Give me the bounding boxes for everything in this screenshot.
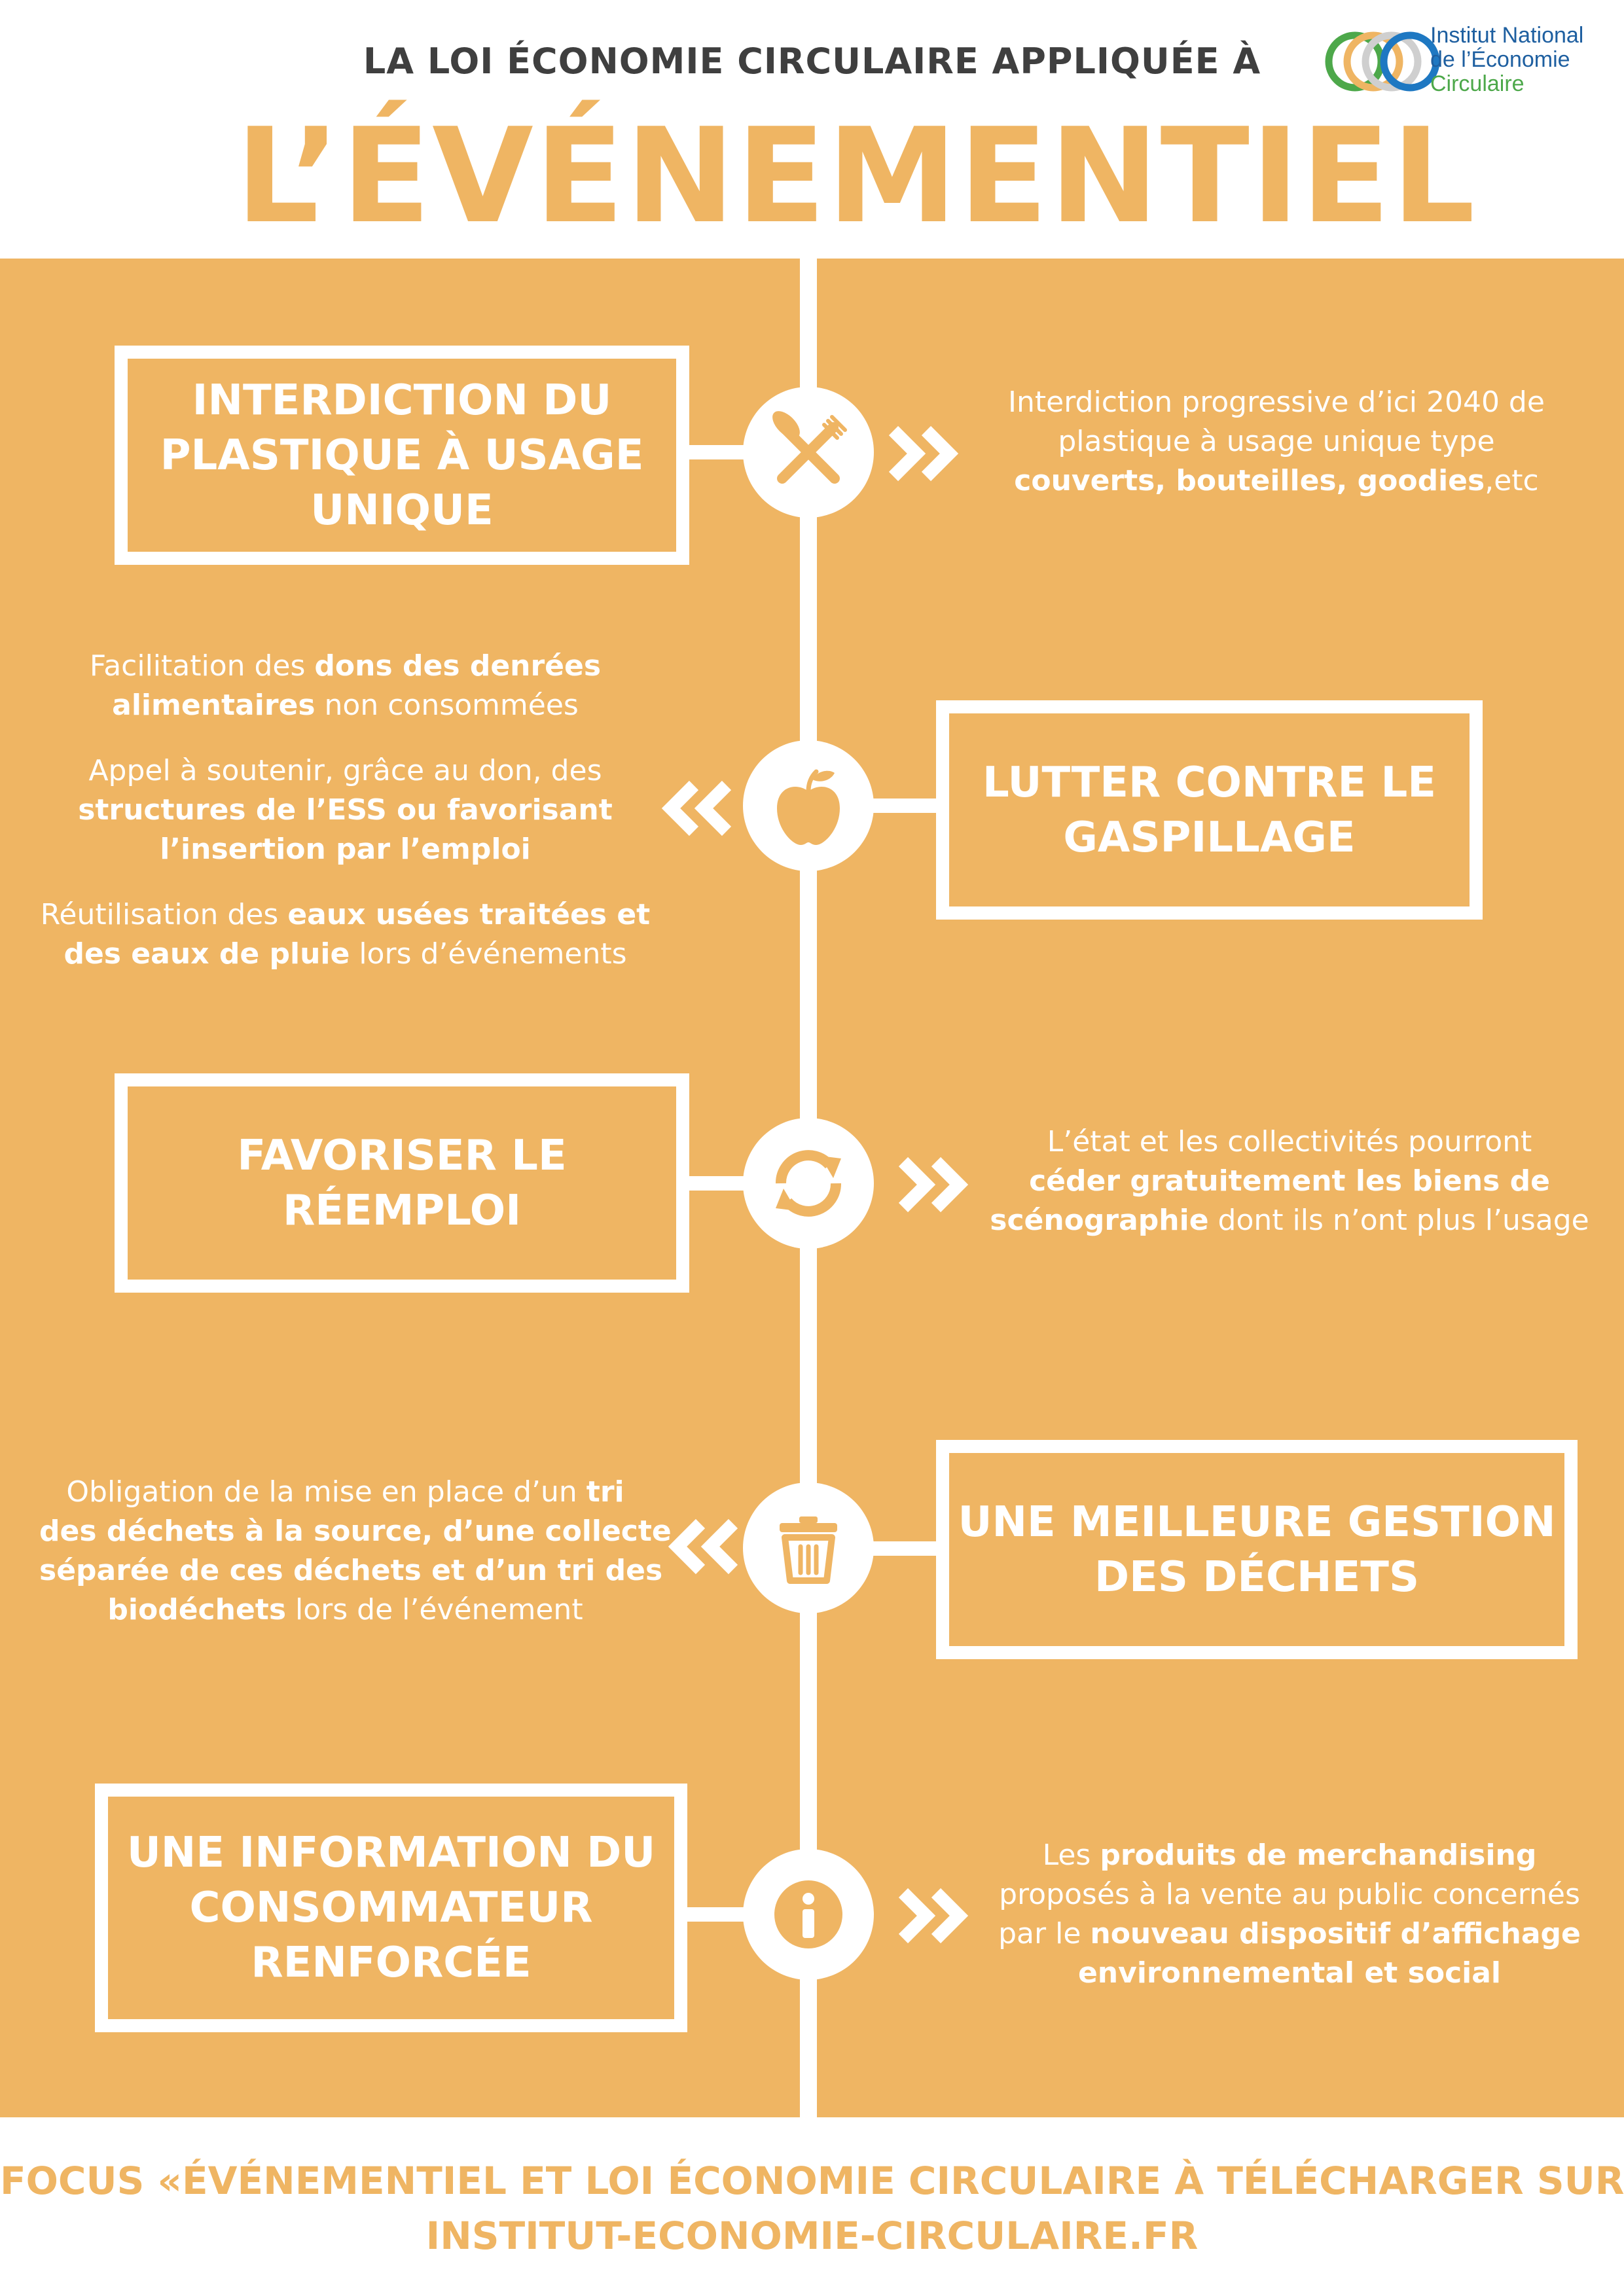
section-1-title-line: INTERDICTION DU: [192, 376, 612, 425]
desc-line: [39, 1551, 663, 1590]
desc-line: [982, 1875, 1597, 1914]
desc-line: [39, 647, 651, 686]
logo-line-1: Institut National: [1430, 23, 1584, 48]
desc-text-bold: structures de l’ESS ou favorisant: [78, 793, 613, 827]
desc-paragraph: [39, 647, 651, 725]
desc-text-bold: dons des denrées: [314, 649, 602, 683]
recycle-arrows-icon: [743, 1118, 874, 1249]
desc-line: [982, 1954, 1597, 1993]
desc-text-bold: biodéchets: [107, 1593, 287, 1626]
desc-text-bold: produits de merchandising: [1100, 1839, 1537, 1872]
section-4-description: [39, 1473, 672, 1630]
desc-text: Obligation de la mise en place d’un: [66, 1475, 586, 1509]
desc-line: [39, 1590, 651, 1630]
desc-line: [982, 383, 1571, 422]
logo-line-3: Circulaire: [1430, 71, 1525, 96]
section-5-box: [95, 1784, 687, 2032]
section-3-title-line: RÉEMPLOI: [282, 1186, 522, 1235]
desc-paragraph: [39, 895, 651, 974]
desc-line: [39, 830, 651, 869]
desc-text: plastique à usage unique type: [1058, 425, 1495, 458]
section-3-title-line: FAVORISER LE: [237, 1131, 567, 1180]
desc-text-bold: environnemental et social: [1077, 1956, 1502, 1990]
desc-text-bold: céder gratuitement les biens de: [1029, 1164, 1550, 1198]
desc-line: [39, 686, 651, 725]
desc-text: Les: [1042, 1839, 1100, 1872]
desc-line: [982, 1122, 1597, 1162]
desc-text-bold: eaux usées traitées et: [287, 898, 651, 931]
desc-text: lors de l’événement: [286, 1593, 583, 1626]
section-2-box: [936, 700, 1483, 920]
desc-text-bold: l’insertion par l’emploi: [160, 833, 531, 866]
desc-text-bold: séparée de ces déchets et d’un tri des: [39, 1554, 663, 1587]
footer: [0, 2153, 1624, 2263]
desc-line: [39, 751, 651, 791]
page-subtitle: LA LOI ÉCONOMIE CIRCULAIRE APPLIQUÉE À: [363, 41, 1261, 82]
section-1-title-line: PLASTIQUE À USAGE: [160, 431, 644, 480]
trash-bin-icon: [743, 1482, 874, 1613]
desc-line: [39, 895, 651, 935]
chevron-right-icon: [897, 1886, 975, 1945]
logo-text: [1430, 24, 1583, 96]
desc-line: [982, 1836, 1597, 1875]
desc-line: [39, 791, 651, 830]
desc-text: Interdiction progressive d’ici 2040 de: [1008, 386, 1545, 419]
desc-line: [982, 422, 1571, 461]
section-5-title-line: RENFORCÉE: [251, 1939, 532, 1987]
footer-line-1: FOCUS «ÉVÉNEMENTIEL ET LOI ÉCONOMIE CIRCULAIRE À TÉLÉCHARGER SUR: [0, 2159, 1624, 2203]
desc-line: [982, 1914, 1597, 1954]
logo-line-2: de l’Économie: [1430, 47, 1570, 72]
section-2-title-line: GASPILLAGE: [1063, 813, 1356, 862]
section-5-title-line: CONSOMMATEUR: [189, 1884, 593, 1932]
desc-text-bold: scénographie: [990, 1204, 1209, 1237]
desc-text: dont ils n’ont plus l’usage: [1208, 1204, 1589, 1237]
chevron-left-icon: [658, 779, 736, 838]
desc-text: proposés à la vente au public concernés: [999, 1878, 1580, 1911]
desc-text: Réutilisation des: [40, 898, 288, 931]
desc-text: Facilitation des: [89, 649, 315, 683]
desc-line: [39, 1473, 651, 1512]
desc-line: [982, 1201, 1597, 1240]
desc-text: lors d’événements: [350, 937, 627, 971]
section-4-box: [936, 1440, 1578, 1659]
page-title: L’ÉVÉNEMENTIEL: [236, 100, 1477, 253]
desc-text-bold: des eaux de pluie: [63, 937, 350, 971]
desc-text-bold: alimentaires: [112, 689, 316, 722]
desc-text-bold: des déchets à la source, d’une collecte: [39, 1515, 672, 1548]
chevron-left-icon: [664, 1517, 743, 1576]
section-4-title-line: DES DÉCHETS: [1094, 1552, 1420, 1602]
section-1-title-line: UNIQUE: [310, 486, 494, 535]
section-5-description: [982, 1836, 1597, 1993]
section-3-box: [115, 1073, 689, 1293]
desc-line: [39, 1512, 672, 1551]
desc-line: [982, 461, 1571, 501]
chevron-right-icon: [887, 424, 965, 483]
desc-text: par le: [998, 1917, 1091, 1950]
fork-knife-icon: [743, 387, 874, 518]
desc-text-bold: nouveau dispositif d’affichage: [1090, 1917, 1581, 1950]
section-2-title-line: LUTTER CONTRE LE: [983, 758, 1436, 807]
chevron-right-icon: [897, 1155, 975, 1214]
desc-line: [39, 935, 651, 974]
section-5-title-line: UNE INFORMATION DU: [126, 1829, 656, 1877]
info-icon: [743, 1849, 874, 1980]
section-4-title-line: UNE MEILLEURE GESTION: [958, 1498, 1556, 1547]
apple-icon: [743, 740, 874, 871]
desc-paragraph: [39, 751, 651, 869]
section-1-description: [982, 383, 1571, 501]
footer-link[interactable]: INSTITUT-ECONOMIE-CIRCULAIRE.FR: [425, 2214, 1199, 2258]
section-3-description: [982, 1122, 1597, 1240]
section-2-description: [39, 647, 651, 974]
desc-text: ,etc: [1485, 464, 1539, 497]
desc-text: L’état et les collectivités pourront: [1047, 1125, 1532, 1158]
desc-text-bold: couverts, bouteilles, goodies: [1014, 464, 1485, 497]
desc-line: [982, 1162, 1597, 1201]
section-1-box: [115, 346, 689, 565]
desc-text-bold: tri: [586, 1475, 624, 1509]
desc-text: Appel à soutenir, grâce au don, des: [88, 754, 602, 787]
desc-text: non consommées: [315, 689, 579, 722]
